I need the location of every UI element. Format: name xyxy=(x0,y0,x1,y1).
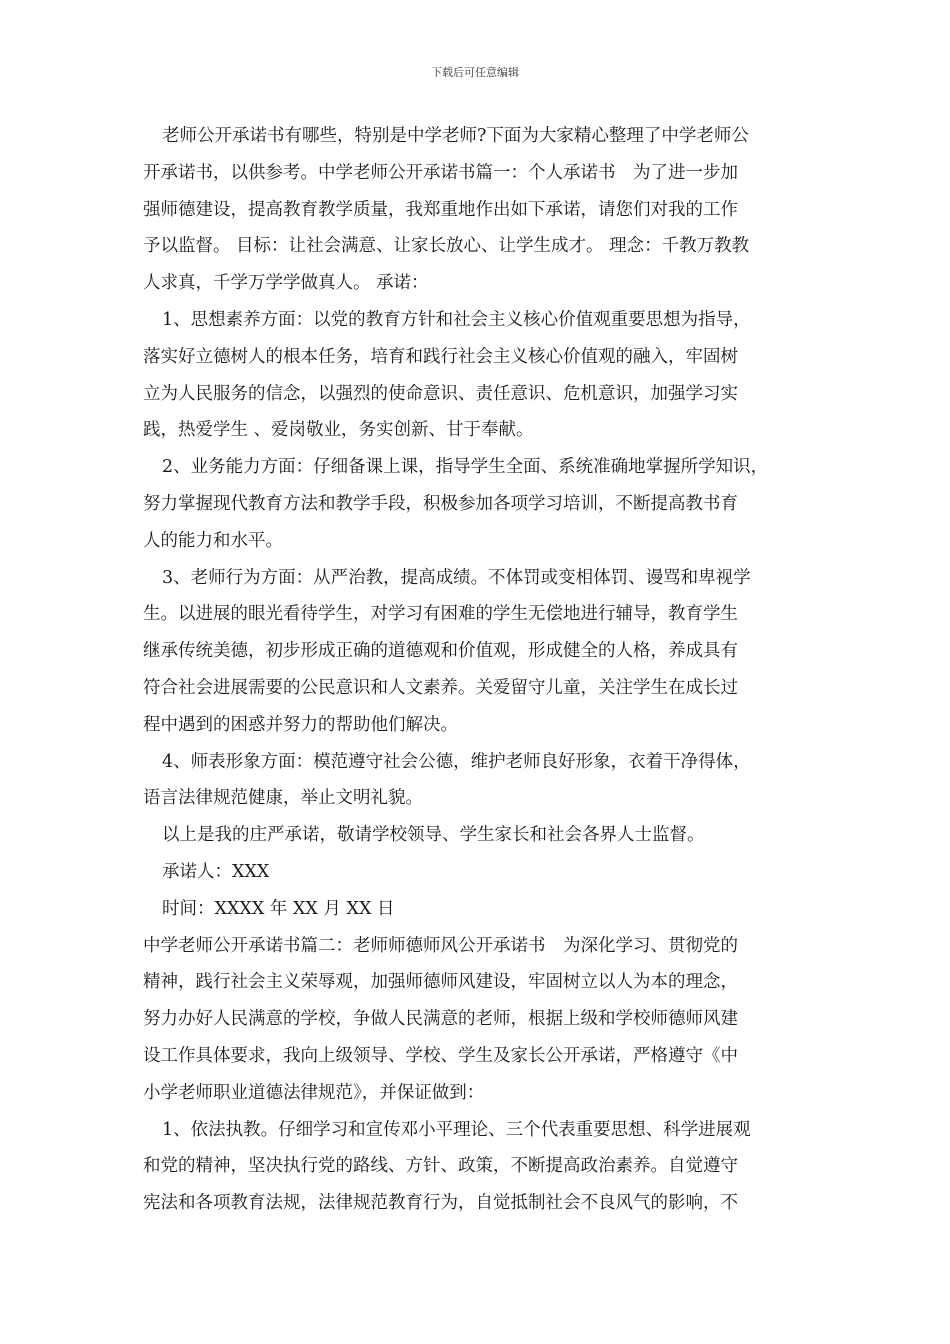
text-line: 生。以进展的眼光看待学生，对学习有困难的学生无偿地进行辅导，教育学生 xyxy=(143,604,738,625)
text-line: 1、依法执教。仔细学习和宣传邓小平理论、三个代表重要思想、科学进展观 xyxy=(162,1119,751,1140)
text-line: 继承传统美德，初步形成正确的道德观和价值观，形成健全的人格，养成具有 xyxy=(143,641,738,662)
text-line: 小学老师职业道德法律规范》，并保证做到： xyxy=(143,1082,485,1103)
document-body xyxy=(143,118,807,1222)
text-line: 努力掌握现代教育方法和教学手段，积极参加各项学习培训，不断提高教书育 xyxy=(143,493,738,514)
text-line: 时间：XXXX 年 XX 月 XX 日 xyxy=(162,898,395,919)
text-line: 强师德建设，提高教育教学质量，我郑重地作出如下承诺，请您们对我的工作 xyxy=(143,199,738,220)
text-line: 3、老师行为方面：从严治教，提高成绩。不体罚或变相体罚、谩骂和卑视学 xyxy=(162,567,751,588)
text-line: 语言法律规范健康，举止文明礼貌。 xyxy=(143,788,423,809)
text-line: 设工作具体要求，我向上级领导、学校、学生及家长公开承诺，严格遵守《中 xyxy=(143,1045,738,1066)
text-line: 践，热爱学生 、爱岗敬业，务实创新、甘于奉献。 xyxy=(143,420,534,441)
text-line: 精神，践行社会主义荣辱观，加强师德师风建设，牢固树立以人为本的理念， xyxy=(143,972,738,993)
text-line: 宪法和各项教育法规，法律规范教育行为，自觉抵制社会不良风气的影响，不 xyxy=(143,1193,738,1214)
text-line: 和党的精神，坚决执行党的路线、方针、政策，不断提高政治素养。自觉遵守 xyxy=(143,1156,738,1177)
text-line: 落实好立德树人的根本任务，培育和践行社会主义核心价值观的融入，牢固树 xyxy=(143,346,738,367)
page-header: 下载后可任意编辑 xyxy=(431,66,519,79)
text-line: 承诺人：XXX xyxy=(162,861,270,882)
text-line: 4、师表形象方面：模范遵守社会公德，维护老师良好形象，衣着干净得体， xyxy=(162,751,751,772)
text-line: 开承诺书，以供参考。中学老师公开承诺书篇一：个人承诺书 为了进一步加 xyxy=(143,162,738,183)
text-line: 中学老师公开承诺书篇二：老师师德师风公开承诺书 为深化学习、贯彻党的 xyxy=(143,935,738,956)
text-line: 程中遇到的困惑并努力的帮助他们解决。 xyxy=(143,714,458,735)
text-line: 符合社会进展需要的公民意识和人文素养。关爱留守儿童，关注学生在成长过 xyxy=(143,677,738,698)
text-line: 人的能力和水平。 xyxy=(143,530,283,551)
text-line: 2、业务能力方面：仔细备课上课，指导学生全面、系统准确地掌握所学知识， xyxy=(162,457,769,478)
text-line: 努力办好人民满意的学校，争做人民满意的老师，根据上级和学校师德师风建 xyxy=(143,1009,738,1030)
text-line: 1、思想素养方面：以党的教育方针和社会主义核心价值观重要思想为指导， xyxy=(162,309,751,330)
text-line: 立为人民服务的信念，以强烈的使命意识、责任意识、危机意识，加强学习实 xyxy=(143,383,738,404)
text-line: 予以监督。 目标：让社会满意、让家长放心、让学生成才。 理念：千教万教教 xyxy=(143,236,750,257)
text-line: 以上是我的庄严承诺，敬请学校领导、学生家长和社会各界人士监督。 xyxy=(162,825,705,846)
text-line: 人求真，千学万学学做真人。 承诺： xyxy=(143,273,429,294)
text-line: 老师公开承诺书有哪些，特别是中学老师?下面为大家精心整理了中学老师公 xyxy=(162,126,749,146)
